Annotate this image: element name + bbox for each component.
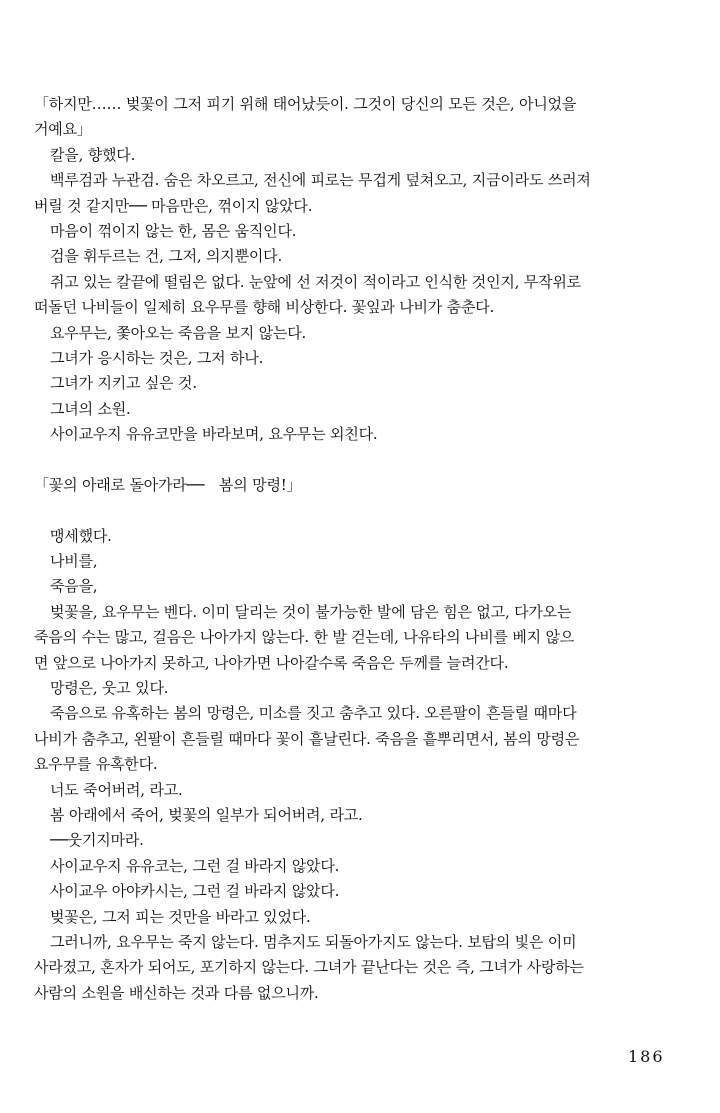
text-line: 마음이 꺾이지 않는 한, 몸은 움직인다. — [50, 221, 297, 240]
text-line: 사이교우지 유유코만을 바라보며, 요우무는 외친다. — [50, 425, 378, 444]
text-line: 「꽃의 아래로 돌아가라── 봄의 망령!」 — [34, 475, 302, 494]
text-line: 나비를, — [50, 552, 98, 571]
text-line: 망령은, 웃고 있다. — [50, 678, 169, 697]
text-line: 쥐고 있는 칼끝에 떨림은 없다. 눈앞에 선 저것이 적이라고 인식한 것인지, 무작위로 — [50, 272, 581, 291]
text-line: 죽음의 수는 많고, 걸음은 나아가지 않는다. 한 발 걷는데, 나유타의 나비를 베지 않으 — [34, 628, 575, 647]
text-line: 버릴 것 같지만── 마음만은, 꺾이지 않았다. — [34, 196, 313, 215]
text-line: 칼을, 향했다. — [50, 145, 136, 164]
text-line: 사라졌고, 혼자가 되어도, 포기하지 않는다. 그녀가 끝난다는 것은 즉, 그녀가 사랑하는 — [34, 958, 584, 977]
blank-line — [34, 447, 686, 472]
text-line: 그녀가 응시하는 것은, 그저 하나. — [50, 348, 264, 367]
text-line: 사이교우 아야카시는, 그런 걸 바라지 않았다. — [50, 882, 340, 901]
body-text — [34, 92, 686, 1006]
text-line: 그녀가 지키고 싶은 것. — [50, 374, 197, 393]
text-line: 나비가 춤추고, 왼팔이 흔들릴 때마다 꽃이 흩날린다. 죽음을 흩뿌리면서, 봄의 망령은 — [34, 729, 580, 748]
text-line: 그러니까, 요우무는 죽지 않는다. 멈추지도 되돌아가지도 않는다. 보탑의 빛은 이미 — [50, 932, 577, 951]
text-line: 너도 죽어버려, 라고. — [50, 780, 183, 799]
text-line: 봄 아래에서 죽어, 벚꽃의 일부가 되어버려, 라고. — [50, 805, 363, 824]
text-line: 검을 휘두르는 건, 그저, 의지뿐이다. — [50, 247, 283, 266]
text-line: 사이교우지 유유코는, 그런 걸 바라지 않았다. — [50, 856, 340, 875]
text-line: 떠돌던 나비들이 일제히 요우무를 향해 비상한다. 꽃잎과 나비가 춤춘다. — [34, 298, 495, 317]
blank-line — [34, 498, 686, 523]
text-line: 죽음을, — [50, 577, 98, 596]
text-line: 면 앞으로 나아가지 못하고, 나아가면 나아갈수록 죽음은 두께를 늘려간다. — [34, 653, 509, 672]
text-line: 맹세했다. — [50, 526, 112, 545]
text-line: 그녀의 소원. — [50, 399, 131, 418]
text-line: 「하지만…… 벚꽃이 그저 피기 위해 태어났듯이. 그것이 당신의 모든 것은, 아니었을 — [34, 95, 577, 113]
text-line: 사람의 소원을 배신하는 것과 다름 없으니까. — [34, 983, 319, 1002]
page-number: 186 — [628, 1047, 665, 1066]
text-line: 벚꽃을, 요우무는 벤다. 이미 달리는 것이 불가능한 발에 담은 힘은 없고, 다가오는 — [50, 602, 572, 621]
text-line: 요우무는, 쫓아오는 죽음을 보지 않는다. — [50, 323, 307, 342]
text-line: 벚꽃은, 그저 피는 것만을 바라고 있었다. — [50, 907, 311, 926]
text-line: 거예요」 — [34, 120, 92, 139]
text-line: 요우무를 유혹한다. — [34, 755, 158, 774]
text-line: ──웃기지마라. — [50, 831, 144, 850]
text-line: 백루검과 누관검. 숨은 차오르고, 전신에 피로는 무겁게 덮쳐오고, 지금이라도 쓰러져 — [50, 171, 591, 190]
text-line: 죽음으로 유혹하는 봄의 망령은, 미소를 짓고 춤추고 있다. 오른팔이 흔들릴 때마다 — [50, 704, 577, 723]
